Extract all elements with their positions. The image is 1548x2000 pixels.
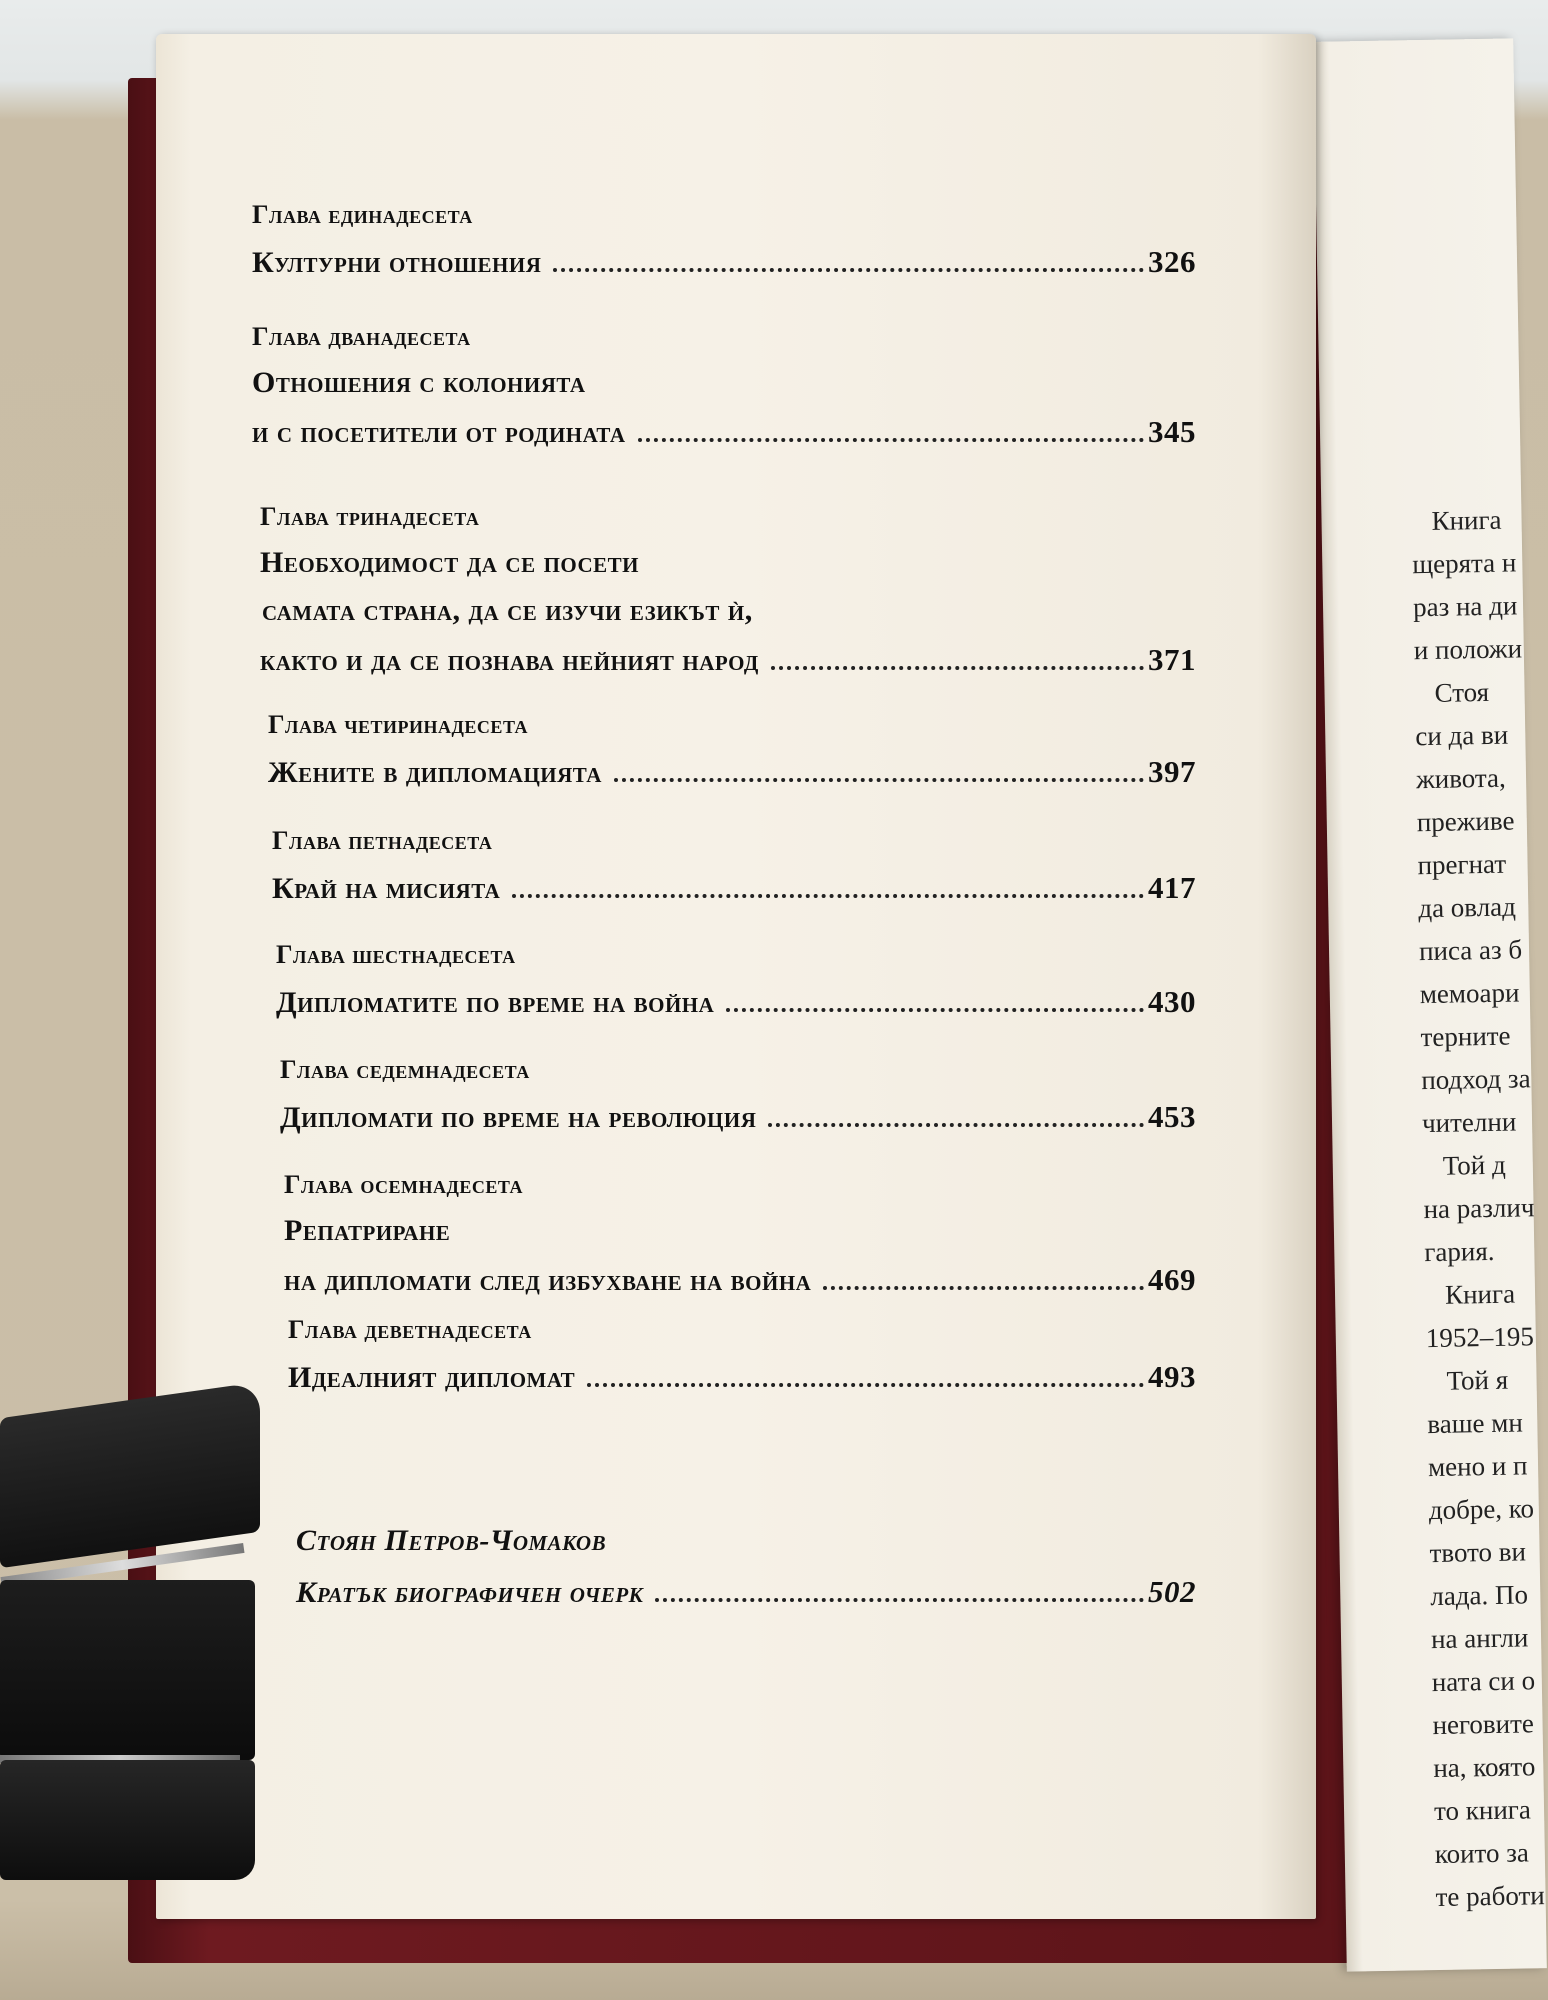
dot-leader — [638, 438, 1144, 442]
chapter-label: Глава петнадесета — [272, 826, 493, 855]
dot-leader — [823, 1286, 1144, 1290]
chapter-title: Край на мисията — [272, 872, 501, 905]
chapter-title: Жените в дипломацията — [268, 756, 602, 789]
facing-page-line: неговите — [1432, 1708, 1535, 1741]
facing-page-line: мено и п — [1427, 1450, 1528, 1483]
facing-page-line: на различ — [1423, 1192, 1535, 1225]
chapter-title-row — [284, 1262, 1196, 1298]
facing-page — [1313, 38, 1547, 1971]
facing-page-line: терните — [1420, 1020, 1511, 1053]
chapter-label: Глава четиринадесета — [268, 710, 529, 739]
binder-clip-bottom — [0, 1760, 255, 1880]
appendix-title: Кратък биографичен очерк — [296, 1576, 644, 1609]
facing-page-line: ваше мн — [1427, 1407, 1523, 1440]
chapter-title: както и да се познава нейният народ — [260, 644, 759, 677]
page-number: 326 — [1148, 244, 1196, 279]
chapter-title: Дипломатите по време на война — [276, 986, 715, 1019]
facing-page-line: и положи — [1413, 633, 1523, 666]
chapter-title: и с посетители от родината — [252, 416, 626, 449]
facing-page-line: на, която — [1433, 1751, 1536, 1784]
page-number: 453 — [1148, 1099, 1196, 1134]
chapter-label: Глава седемнадесета — [280, 1055, 530, 1084]
facing-page-line: те работи — [1435, 1880, 1545, 1913]
chapter-label: Глава осемнадесета — [284, 1170, 524, 1199]
facing-page-line: прегнат — [1417, 848, 1507, 881]
facing-page-line: гария. — [1424, 1235, 1495, 1268]
appendix-row — [296, 1574, 1196, 1610]
page-number: 493 — [1148, 1359, 1196, 1394]
chapter-title-row — [260, 642, 1196, 678]
dot-leader — [726, 1008, 1144, 1012]
chapter-label: Глава деветнадесета — [288, 1315, 532, 1344]
facing-page-line: лада. По — [1430, 1579, 1529, 1612]
facing-page-line: добре, ко — [1428, 1493, 1535, 1526]
chapter-title: Културни отношения — [252, 246, 542, 279]
dot-leader — [587, 1383, 1144, 1387]
facing-page-line: на англи — [1430, 1622, 1529, 1655]
facing-page-line: подход за — [1421, 1063, 1531, 1096]
chapter-title-line: Репатриране — [284, 1214, 451, 1247]
chapter-title-row — [288, 1359, 1196, 1395]
binder-clip-middle — [0, 1580, 255, 1760]
chapter-title-row — [276, 984, 1196, 1020]
chapter-title-row — [280, 1099, 1196, 1135]
facing-page-line: писа аз б — [1418, 934, 1523, 967]
facing-page-line: щерята н — [1412, 547, 1517, 580]
facing-page-text — [1411, 498, 1547, 1919]
facing-page-line: преживе — [1416, 805, 1515, 838]
appendix-author: Стоян Петров-Чомаков — [296, 1524, 607, 1557]
chapter-title-row — [268, 754, 1196, 790]
facing-page-line: да овлад — [1418, 891, 1517, 924]
chapter-title: на дипломати след избухване на война — [284, 1264, 812, 1297]
facing-page-line: Стоя — [1434, 676, 1490, 708]
facing-page-line: 1952–195 — [1425, 1321, 1535, 1354]
chapter-label: Глава дванадесета — [252, 322, 471, 351]
dot-leader — [768, 1123, 1144, 1127]
facing-page-line: ната си о — [1431, 1665, 1536, 1698]
chapter-label: Глава шестнадесета — [276, 940, 516, 969]
chapter-title-row — [272, 870, 1196, 906]
facing-page-line: Книга — [1431, 504, 1502, 536]
facing-page-line: чителни — [1421, 1106, 1517, 1139]
chapter-label: Глава единадесета — [252, 200, 473, 229]
facing-page-line: Той я — [1446, 1364, 1509, 1396]
page-number: 430 — [1148, 984, 1196, 1019]
facing-page-line: живота, — [1415, 762, 1506, 795]
chapter-title-line: самата страна, да се изучи езикът ѝ, — [262, 594, 753, 627]
page-number: 469 — [1148, 1262, 1196, 1297]
facing-page-line: раз на ди — [1412, 590, 1518, 623]
chapter-title: Дипломати по време на революция — [280, 1101, 757, 1134]
table-of-contents — [156, 34, 1316, 1919]
page-number: 417 — [1148, 870, 1196, 905]
chapter-label: Глава тринадесета — [260, 502, 480, 531]
dot-leader — [771, 666, 1144, 670]
facing-page-line: мемоари — [1419, 977, 1520, 1010]
dot-leader — [553, 268, 1144, 272]
page-number: 397 — [1148, 754, 1196, 789]
facing-page-line: Книга — [1444, 1278, 1516, 1310]
chapter-title-line: Отношения с колонията — [252, 366, 586, 399]
page-number: 371 — [1148, 642, 1196, 677]
dot-leader — [614, 778, 1144, 782]
chapter-title-row — [252, 414, 1196, 450]
facing-page-line: твото ви — [1429, 1536, 1527, 1569]
chapter-title-row — [252, 244, 1196, 280]
chapter-title: Идеалният дипломат — [288, 1361, 576, 1394]
chapter-title-line: Необходимост да се посети — [260, 546, 640, 579]
toc-page — [156, 34, 1316, 1919]
facing-page-line: си да ви — [1415, 719, 1509, 752]
facing-page-line: които за — [1434, 1837, 1530, 1870]
appendix-page-number: 502 — [1148, 1574, 1196, 1609]
dot-leader — [512, 894, 1144, 898]
facing-page-line: то книга — [1433, 1794, 1532, 1827]
dot-leader — [655, 1598, 1144, 1602]
page-number: 345 — [1148, 414, 1196, 449]
facing-page-line: Той д — [1442, 1149, 1506, 1181]
